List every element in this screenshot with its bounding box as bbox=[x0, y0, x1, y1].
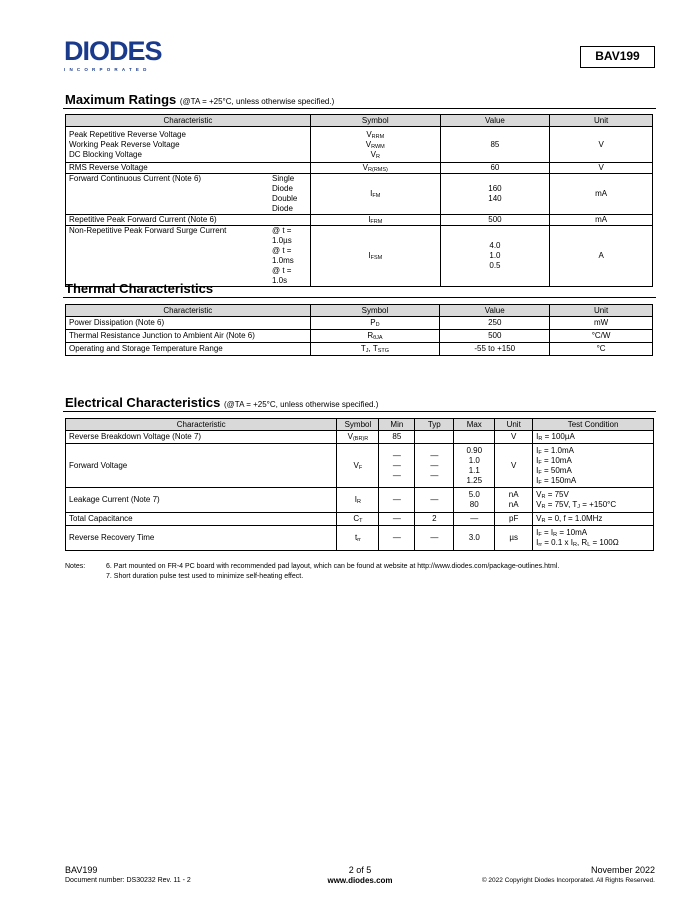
electrical-condition: (@TA = +25°C, unless otherwise specified.) bbox=[224, 400, 379, 409]
col-header: Unit bbox=[495, 419, 533, 431]
diodes-logo bbox=[64, 38, 182, 78]
value-cell bbox=[440, 226, 550, 287]
col-header: Characteristic bbox=[66, 419, 337, 431]
test-condition-cell: $I_R = 100\mu A$ bbox=[533, 431, 654, 444]
unit-cell: V bbox=[495, 444, 533, 488]
max-ratings-table bbox=[65, 114, 653, 287]
col-header: Test Condition bbox=[533, 419, 654, 431]
characteristic-cell bbox=[66, 174, 311, 215]
min-line: — bbox=[392, 460, 401, 470]
typ-cell bbox=[415, 444, 454, 488]
col-header: Symbol bbox=[337, 419, 379, 431]
col-header: Unit bbox=[550, 115, 653, 127]
max-line: 0.90 bbox=[466, 445, 483, 455]
col-header: Unit bbox=[550, 305, 653, 317]
unit-cell: A bbox=[550, 226, 653, 287]
symbol-cell: $P_D$ bbox=[310, 317, 440, 330]
section-divider bbox=[63, 297, 656, 298]
min-cell: — bbox=[379, 526, 415, 551]
symbol-line: $V_{RWM}$ bbox=[365, 139, 385, 150]
table-row bbox=[66, 226, 653, 287]
symbol-cell: $V_{R(RMS)}$ bbox=[310, 163, 440, 174]
col-header: Max bbox=[454, 419, 495, 431]
symbol-cell: $R_{\theta JA}$ bbox=[310, 330, 440, 343]
max-cell bbox=[454, 444, 495, 488]
symbol-cell: $t_{rr}$ bbox=[337, 526, 379, 551]
test-condition-cell bbox=[533, 526, 654, 551]
unit-cell: mA bbox=[550, 215, 653, 226]
max-line: 80 bbox=[469, 500, 479, 509]
thermal-table bbox=[65, 304, 653, 356]
table-header-row bbox=[66, 419, 654, 431]
characteristic-cell: Reverse Recovery Time bbox=[66, 526, 337, 551]
unit-cell: µs bbox=[495, 526, 533, 551]
col-header: Min bbox=[379, 419, 415, 431]
sub-condition: Single Diode bbox=[272, 174, 295, 193]
footer-website[interactable]: www.diodes.com bbox=[327, 876, 393, 885]
logo-subtext: INCORPORATED bbox=[64, 67, 151, 72]
unit-cell: V bbox=[550, 163, 653, 174]
test-line: $V_R = 75V$, $T_J = +150^\circ C$ bbox=[536, 500, 617, 510]
typ-cell: 2 bbox=[415, 513, 454, 526]
characteristic-text: Forward Continuous Current (Note 6) bbox=[69, 174, 202, 183]
unit-cell: °C bbox=[550, 343, 653, 356]
unit-line: nA bbox=[508, 500, 519, 509]
characteristic-cell bbox=[66, 226, 311, 287]
value-cell: -55 to +150 bbox=[440, 343, 550, 356]
characteristic-cell: Leakage Current (Note 7) bbox=[66, 488, 337, 513]
typ-cell bbox=[415, 431, 454, 444]
test-line: $I_F = 1.0mA$ bbox=[536, 445, 575, 456]
value-cell: 250 bbox=[440, 317, 550, 330]
table-row bbox=[66, 163, 653, 174]
test-line: $V_R = 75V$ bbox=[536, 490, 569, 500]
electrical-title bbox=[65, 395, 378, 410]
sub-condition: @ t = 1.0ms bbox=[272, 246, 294, 265]
electrical-table bbox=[65, 418, 654, 551]
value-line: 0.5 bbox=[489, 261, 501, 270]
test-condition-cell bbox=[533, 488, 654, 513]
footer-part: BAV199 bbox=[65, 865, 98, 875]
unit-cell: pF bbox=[495, 513, 533, 526]
table-row bbox=[66, 127, 653, 163]
typ-line: — bbox=[430, 460, 439, 470]
table-row bbox=[66, 526, 654, 551]
unit-cell: °C/W bbox=[550, 330, 653, 343]
table-header-row bbox=[66, 305, 653, 317]
thermal-title bbox=[65, 281, 213, 296]
typ-cell: — bbox=[415, 526, 454, 551]
test-line: $I_F = I_R = 10mA$ bbox=[536, 528, 588, 538]
table-row bbox=[66, 488, 654, 513]
table-row bbox=[66, 343, 653, 356]
characteristic-cell bbox=[66, 127, 311, 163]
footer-doc-number: Document number: DS30232 Rev. 11 - 2 bbox=[65, 877, 191, 884]
max-line: 1.25 bbox=[466, 475, 483, 485]
max-ratings-condition: (@TA = +25°C, unless otherwise specified.) bbox=[179, 97, 335, 106]
test-line: $I_F = 150mA$ bbox=[536, 475, 577, 486]
value-line: 160 bbox=[488, 184, 502, 193]
min-cell bbox=[379, 444, 415, 488]
table-row bbox=[66, 215, 653, 226]
min-cell: — bbox=[379, 488, 415, 513]
col-header: Symbol bbox=[310, 305, 440, 317]
max-cell bbox=[454, 431, 495, 444]
characteristic-cell: Thermal Resistance Junction to Ambient Air (Note 6) bbox=[66, 330, 311, 343]
symbol-cell: $C_T$ bbox=[337, 513, 379, 526]
table-header-row bbox=[66, 115, 653, 127]
table-row bbox=[66, 444, 654, 488]
col-header: Characteristic bbox=[66, 305, 311, 317]
value-cell: 85 bbox=[440, 127, 550, 163]
table-row bbox=[66, 317, 653, 330]
note-6: 6. Part mounted on FR-4 PC board with recommended pad layout, which can be found at website at http://www.diodes.com/package-outlines.html. bbox=[106, 563, 560, 570]
characteristic-cell: Forward Voltage bbox=[66, 444, 337, 488]
symbol-cell: $V_{(BR)R}$ bbox=[337, 431, 379, 444]
max-line: 1.1 bbox=[468, 465, 480, 475]
section-divider bbox=[63, 411, 656, 412]
section-divider bbox=[63, 108, 656, 109]
symbol-cell: $T_J$, $T_{STG}$ bbox=[310, 343, 440, 356]
typ-cell: — bbox=[415, 488, 454, 513]
sub-condition: @ t = 1.0s bbox=[272, 266, 292, 285]
table-row bbox=[66, 174, 653, 215]
test-condition-cell: $V_R = 0$, f = 1.0MHz bbox=[533, 513, 654, 526]
symbol-cell bbox=[310, 127, 440, 163]
symbol-cell: $I_{FM}$ bbox=[310, 174, 440, 215]
characteristic-cell: Repetitive Peak Forward Current (Note 6) bbox=[66, 215, 311, 226]
col-header: Characteristic bbox=[66, 115, 311, 127]
sub-condition: Double Diode bbox=[272, 194, 298, 213]
test-line: $I_F = 10mA$ bbox=[536, 455, 572, 466]
characteristic-cell: Operating and Storage Temperature Range bbox=[66, 343, 311, 356]
min-line: — bbox=[392, 450, 401, 460]
min-cell: — bbox=[379, 513, 415, 526]
unit-cell bbox=[495, 488, 533, 513]
unit-cell: V bbox=[550, 127, 653, 163]
symbol-cell: $V_F$ bbox=[337, 444, 379, 488]
characteristic-line: DC Blocking Voltage bbox=[69, 149, 142, 159]
value-line: 4.0 bbox=[489, 241, 501, 250]
note-7: 7. Short duration pulse test used to minimize self-heating effect. bbox=[106, 573, 304, 580]
value-cell: 500 bbox=[440, 215, 550, 226]
logo-text: DIODES bbox=[64, 36, 162, 66]
value-cell bbox=[440, 174, 550, 215]
table-row bbox=[66, 330, 653, 343]
characteristic-cell: Power Dissipation (Note 6) bbox=[66, 317, 311, 330]
max-ratings-title bbox=[65, 92, 334, 107]
test-condition-cell bbox=[533, 444, 654, 488]
characteristic-line: Working Peak Reverse Voltage bbox=[69, 139, 180, 149]
notes-label: Notes: bbox=[65, 563, 86, 570]
min-cell: 85 bbox=[379, 431, 415, 444]
max-line: 5.0 bbox=[468, 490, 480, 499]
unit-cell: mA bbox=[550, 174, 653, 215]
symbol-line: $V_{RRM}$ bbox=[366, 129, 385, 140]
max-cell bbox=[454, 488, 495, 513]
symbol-cell: $I_R$ bbox=[337, 488, 379, 513]
value-cell: 500 bbox=[440, 330, 550, 343]
characteristic-line: Peak Repetitive Reverse Voltage bbox=[69, 129, 186, 139]
characteristic-cell: RMS Reverse Voltage bbox=[66, 163, 311, 174]
symbol-line: $V_R$ bbox=[370, 149, 380, 160]
notes-block bbox=[65, 562, 655, 584]
value-line: 1.0 bbox=[489, 251, 501, 260]
value-line: 140 bbox=[488, 194, 502, 203]
part-number-box: BAV199 bbox=[580, 46, 655, 68]
electrical-title-text: Electrical Characteristics bbox=[65, 395, 221, 410]
footer-copyright: © 2022 Copyright Diodes Incorporated. All Rights Reserved. bbox=[481, 877, 655, 884]
unit-cell: V bbox=[495, 431, 533, 444]
symbol-cell: $I_{FSM}$ bbox=[310, 226, 440, 287]
typ-line: — bbox=[430, 450, 439, 460]
max-cell: — bbox=[454, 513, 495, 526]
characteristic-cell: Reverse Breakdown Voltage (Note 7) bbox=[66, 431, 337, 444]
col-header: Value bbox=[440, 115, 550, 127]
footer-page: 2 of 5 bbox=[348, 865, 372, 875]
typ-line: — bbox=[430, 470, 439, 480]
unit-cell: mW bbox=[550, 317, 653, 330]
symbol-cell: $I_{FRM}$ bbox=[310, 215, 440, 226]
col-header: Symbol bbox=[310, 115, 440, 127]
sub-condition: @ t = 1.0µs bbox=[272, 226, 292, 245]
max-line: 1.0 bbox=[468, 455, 480, 465]
min-line: — bbox=[392, 470, 401, 480]
max-ratings-title-text: Maximum Ratings bbox=[65, 92, 177, 107]
col-header: Typ bbox=[415, 419, 454, 431]
table-row bbox=[66, 513, 654, 526]
test-line: $I_F = 50mA$ bbox=[536, 465, 572, 476]
unit-line: nA bbox=[508, 490, 519, 499]
characteristic-text: Non-Repetitive Peak Forward Surge Current bbox=[69, 226, 227, 235]
footer-date: November 2022 bbox=[590, 865, 655, 875]
test-line: $I_{rr} = 0.1$ x $I_R$, $R_L = 100\Omega$ bbox=[536, 538, 619, 548]
thermal-title-text: Thermal Characteristics bbox=[65, 281, 214, 296]
characteristic-cell: Total Capacitance bbox=[66, 513, 337, 526]
value-cell: 60 bbox=[440, 163, 550, 174]
table-row bbox=[66, 431, 654, 444]
col-header: Value bbox=[440, 305, 550, 317]
max-cell: 3.0 bbox=[454, 526, 495, 551]
